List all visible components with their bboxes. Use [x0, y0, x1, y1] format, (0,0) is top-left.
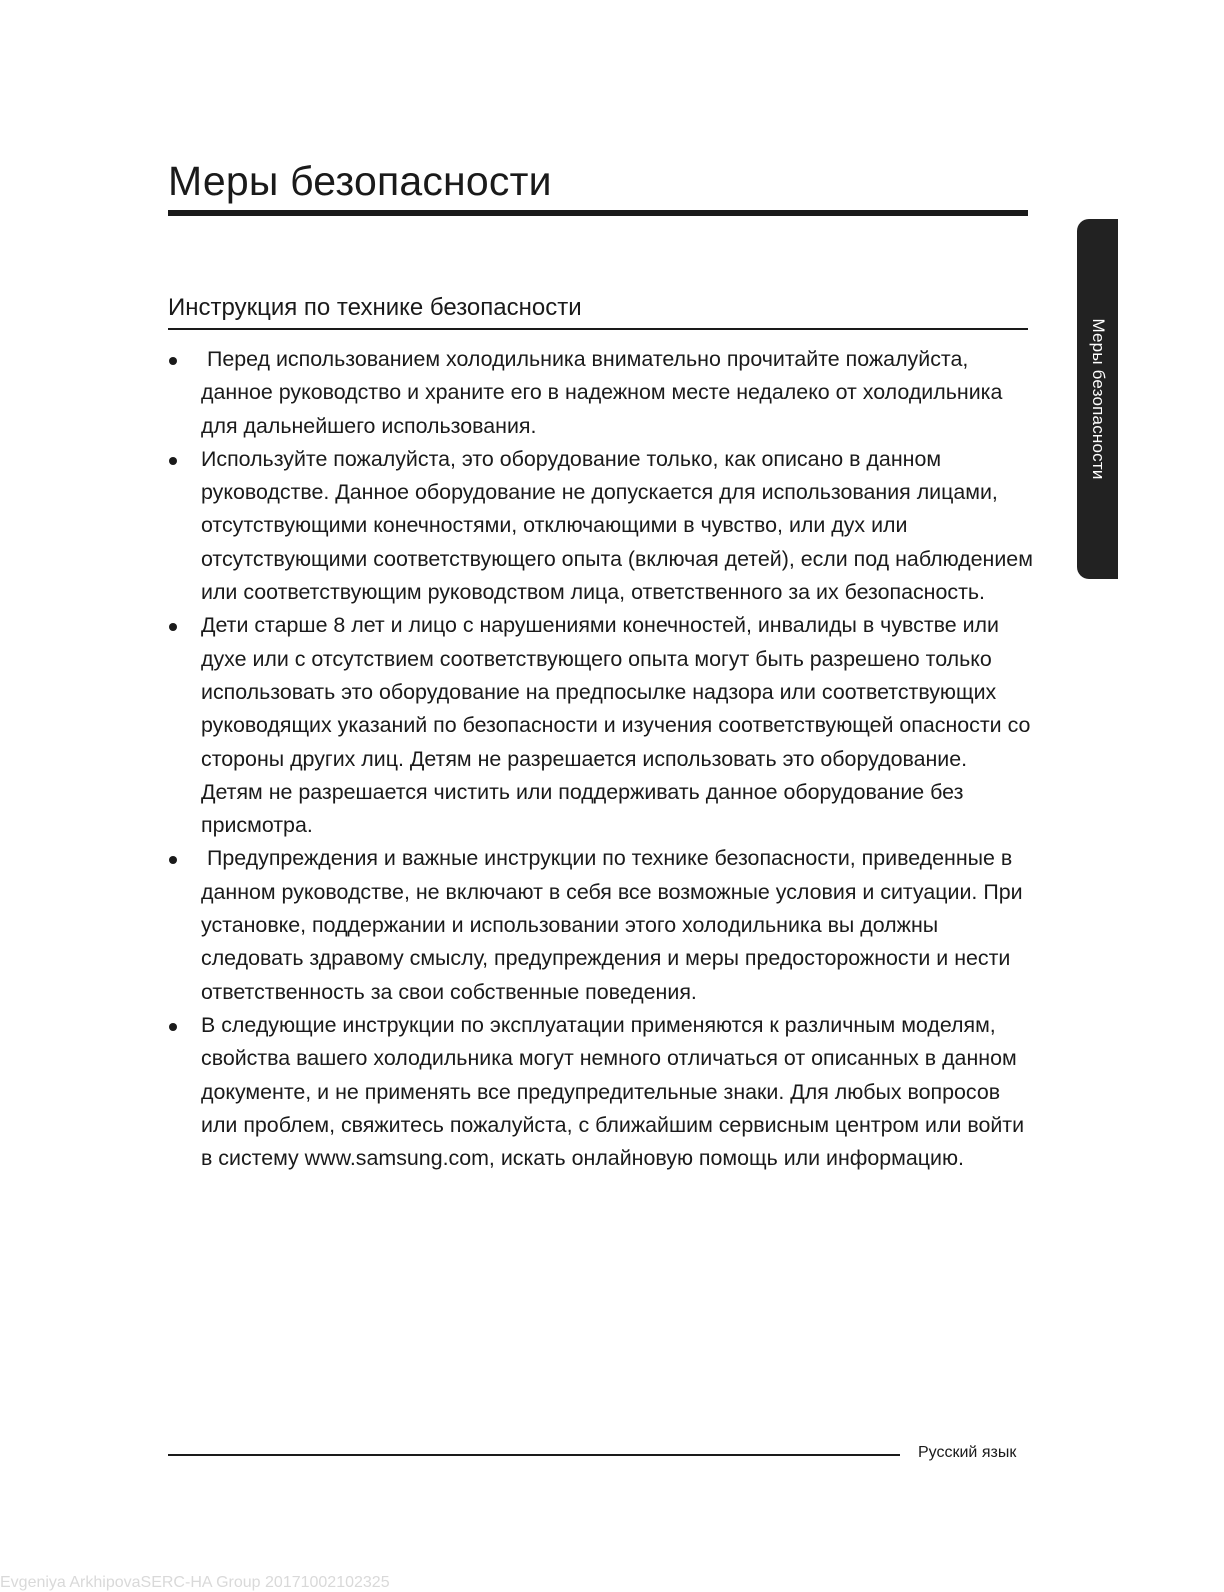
chapter-side-tab [1077, 219, 1118, 579]
list-item [168, 443, 1033, 609]
list-item-text: Дети старше 8 лет и лицо с нарушениями конечностей, инвалиды в чувстве или духе или с отсутствием соответствующего опыта могут быть разрешено только использовать это оборудование на предпосылке надзора или соответствующих руководящих указаний по безопасности и изучения соответствующей опасности со стороны других лиц. Детям не разрешается использовать это оборудование. Детям не разрешается чистить или поддерживать данное оборудование без присмотра. [201, 613, 1031, 838]
list-item [168, 842, 1033, 1008]
chapter-side-tab-label: Меры безопасности [1088, 318, 1108, 480]
list-item-text: В следующие инструкции по эксплуатации применяются к различным моделям, свойства вашего холодильника могут немного отличаться от описанных в данном документе, и не применять все предупредительные знаки. Для любых вопросов или проблем, свяжитесь пожалуйста, с ближайшим сервисным центром или войти в систему www.samsung.com, искать онлайновую помощь или информацию. [201, 1012, 1025, 1171]
watermark: Evgeniya ArkhipovaSERC-HA Group 20171002102325 [0, 1574, 390, 1591]
bullet-icon [169, 623, 177, 631]
bullet-icon [169, 357, 177, 365]
bullet-icon [169, 1023, 177, 1031]
footer-language-label: Русский язык [918, 1444, 1017, 1461]
bullet-icon [169, 856, 177, 864]
list-item [168, 609, 1033, 842]
list-item-text: Используйте пожалуйста, это оборудование только, как описано в данном руководстве. Данное оборудование не допускается для использования лицами, отсутствующими конечностями, отключающими в чувство, или дух или отсутствующими соответствующего опыта (включая детей), если под наблюдением или соответствующим руководством лица, ответственного за их безопасность. [201, 446, 1033, 605]
page-title: Меры безопасности [168, 158, 552, 204]
list-item [168, 1009, 1033, 1175]
section-heading: Инструкция по технике безопасности [168, 294, 582, 321]
bullet-icon [169, 457, 177, 465]
section-divider [168, 328, 1028, 330]
list-item-text: Перед использованием холодильника внимательно прочитайте пожалуйста, данное руководство и храните его в надежном месте недалеко от холодильника для дальнейшего использования. [201, 347, 1009, 438]
title-divider [168, 210, 1028, 216]
list-item-text: Предупреждения и важные инструкции по технике безопасности, приведенные в данном руководстве, не включают в себя все возможные условия и ситуации. При установке, поддержании и использовании этого холодильника вы должны следовать здравому смыслу, предупреждения и меры предосторожности и нести ответственность за свои собственные поведения. [201, 846, 1029, 1004]
footer-divider [168, 1454, 900, 1456]
list-item [168, 343, 1033, 443]
safety-instructions-list [168, 343, 1033, 1175]
